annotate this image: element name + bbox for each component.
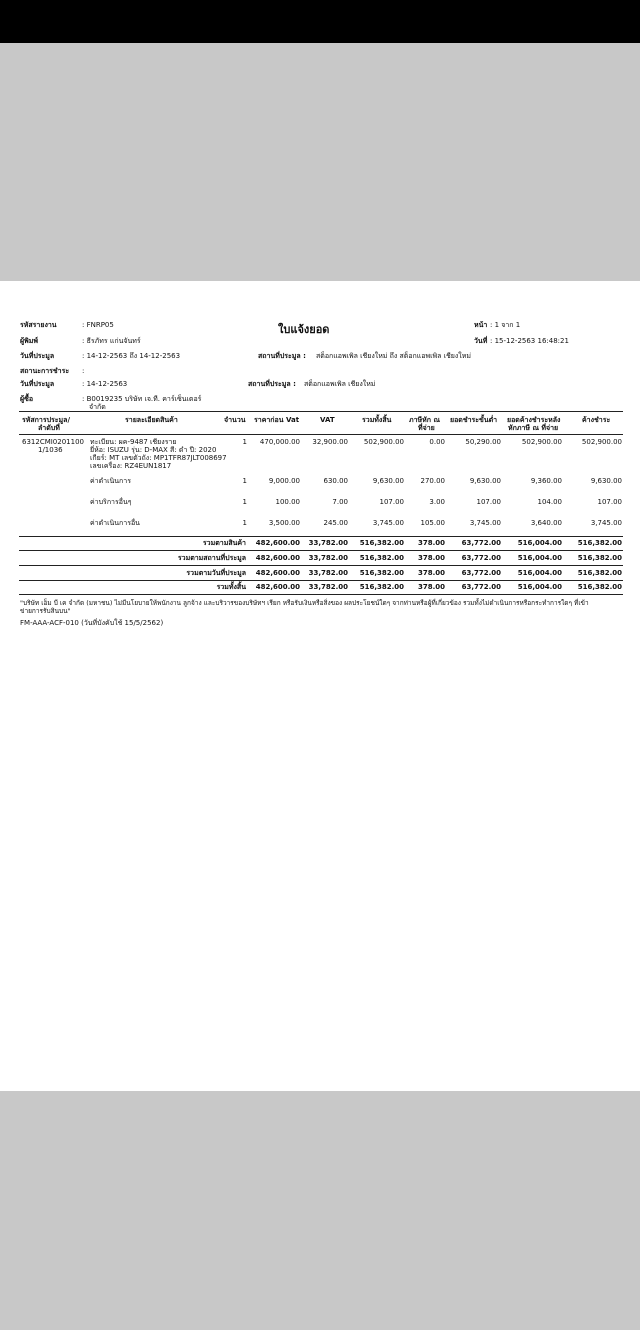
auction-date: : 14-12-2563 ถึง 14-12-2563 [82,352,181,360]
total-due-cell: 516,382.00 [577,539,622,547]
total-total-cell: 516,382.00 [359,554,404,562]
auction-date2-label: วันที่ประมูล [20,380,55,388]
row-min-cell: 107.00 [476,498,501,506]
row-after-cell: 3,640.00 [530,519,562,527]
total-vat-cell: 33,782.00 [308,539,348,547]
lot-number: 1/1036 [38,446,63,454]
totals-rule-4 [19,580,623,581]
totals-rule-3 [19,565,623,566]
row-due-cell: 107.00 [597,498,622,506]
total-after-cell: 516,004.00 [517,554,562,562]
totals-rule-2 [19,550,623,551]
date-label: วันที่ [474,337,488,345]
table-top-rule [19,411,623,412]
item-desc-4: เลขเครื่อง: RZ4EUN1817 [90,462,172,470]
row-after-cell: 9,360.00 [530,477,562,485]
buyer-label: ผู้ซื้อ [20,395,34,403]
col-qty-header: จำนวน [224,416,246,424]
col-after-header-2: หักภาษี ณ ที่จ่าย [508,424,559,432]
printer: : ธีรภัทร แก่นจันทร์ [82,337,141,345]
row-due-cell: 9,630.00 [590,477,622,485]
total-vat-cell: 33,782.00 [308,583,348,591]
row-pre-cell: 3,500.00 [268,519,300,527]
total-due-cell: 516,382.00 [577,554,622,562]
total-due-cell: 516,382.00 [577,583,622,591]
col-code-header-1: รหัสการประมูล/ [22,416,70,424]
total-label: รวมทั้งสิ้น [216,583,246,591]
row-min-cell: 3,745.00 [469,519,501,527]
row-qty-cell: 1 [242,477,247,485]
total-min-cell: 63,772.00 [461,569,501,577]
total-total-cell: 516,382.00 [359,583,404,591]
row-pre-cell: 9,000.00 [268,477,300,485]
total-min-cell: 63,772.00 [461,583,501,591]
total-min-cell: 63,772.00 [461,554,501,562]
top-black-bar [0,0,640,43]
total-label: รวมตามสินค้า [202,539,246,547]
row-total-cell: 107.00 [379,498,404,506]
total-wht-cell: 378.00 [417,569,445,577]
row-vat-cell: 32,900.00 [312,438,348,446]
total-total-cell: 516,382.00 [359,539,404,547]
form-code: FM-AAA-ACF-010 (วันที่บังคับใช้ 15/5/2562) [20,619,164,627]
col-total-header: รวมทั้งสิ้น [362,416,392,424]
report-code-label: รหัสรายงาน [20,321,57,329]
total-label: รวมตามสถานที่ประมูล [177,554,246,562]
row-vat-cell: 245.00 [323,519,348,527]
total-pre-cell: 482,600.00 [255,583,300,591]
total-wht-cell: 378.00 [417,583,445,591]
total-after-cell: 516,004.00 [517,569,562,577]
row-wht-cell: 270.00 [420,477,445,485]
row-after-cell: 502,900.00 [521,438,562,446]
row-vat-cell: 630.00 [323,477,348,485]
row-qty-cell: 1 [242,438,247,446]
item-desc-3: เกียร์: MT เลขตัวถัง: MP1TFR87JLT008697 [90,454,227,462]
total-vat-cell: 33,782.00 [308,554,348,562]
total-pre-cell: 482,600.00 [255,539,300,547]
row-wht-cell: 3.00 [429,498,445,506]
row-pre-cell: 470,000.00 [259,438,300,446]
payment-status-label: สถานะการชำระ [20,367,70,375]
col-desc-header: รายละเอียดสินค้า [125,416,178,424]
totals-rule-5 [19,594,623,595]
row-total-cell: 3,745.00 [372,519,404,527]
row-wht-cell: 105.00 [420,519,445,527]
report-code: : FNRP05 [82,321,114,329]
row-desc: ค่าบริการอื่นๆ [90,498,132,506]
row-pre-cell: 100.00 [275,498,300,506]
document-title: ใบแจ้งยอด [278,323,330,336]
col-pre-vat-header: ราคาก่อน Vat [254,416,300,424]
disclaimer-line-1: "บริษัท เอ็ม บี เค จำกัด (มหาชน) ไม่มีนโยบายให้พนักงาน ลูกจ้าง และบริวารของบริษัทฯ เรียก หรือรับเงินหรือสิ่งของ ผลประโยชน์ใดๆ จากท่านหรือผู้ที่เกี่ยวข้อง รวมทั้งไม่ดำเนินการหรือกระทำการใดๆ ที่เข้า [20,599,589,607]
venue-label: สถานที่ประมูล : [258,352,306,360]
row-due-cell: 502,900.00 [581,438,622,446]
row-after-cell: 104.00 [537,498,562,506]
row-desc: ค่าดำเนินการอื่น [90,519,140,527]
col-due-header: ค้างชำระ [582,416,611,424]
row-wht-cell: 0.00 [429,438,445,446]
total-wht-cell: 378.00 [417,539,445,547]
printer-label: ผู้พิมพ์ [20,337,38,345]
auction-date-label: วันที่ประมูล [20,352,55,360]
buyer-line1: : B0019235 บริษัท เจ.ที. คาร์เซ็นเตอร์ [82,395,202,403]
total-total-cell: 516,382.00 [359,569,404,577]
venue2-label: สถานที่ประมูล : [248,380,296,388]
total-min-cell: 63,772.00 [461,539,501,547]
row-qty-cell: 1 [242,519,247,527]
total-vat-cell: 33,782.00 [308,569,348,577]
total-pre-cell: 482,600.00 [255,569,300,577]
payment-status: : [82,367,85,375]
row-min-cell: 9,630.00 [469,477,501,485]
row-total-cell: 502,900.00 [363,438,404,446]
total-pre-cell: 482,600.00 [255,554,300,562]
print-date: : 15-12-2563 16:48:21 [490,337,569,345]
buyer-line2: จำกัด [89,403,106,411]
col-after-header-1: ยอดค้างชำระหลัง [507,416,561,424]
col-vat-header: VAT [320,416,335,424]
viewer-background-top [0,43,640,281]
row-desc: ค่าดำเนินการ [90,477,131,485]
col-code-header-2: ลำดับที่ [38,424,60,432]
venue: สต็อกแอพเพิล เชียงใหม่ ถึง สต็อกแอพเพิล เชียงใหม่ [316,352,471,360]
total-wht-cell: 378.00 [417,554,445,562]
row-due-cell: 3,745.00 [590,519,622,527]
row-total-cell: 9,630.00 [372,477,404,485]
item-desc-1: ทะเบียน: ผค-9487 เชียงราย [90,438,177,446]
col-min-header: ยอดชำระขั้นต่ำ [450,416,498,424]
page-number: : 1 จาก 1 [490,321,521,329]
viewer-background-bottom [0,1091,640,1330]
table-header-rule [19,434,623,435]
total-label: รวมตามวันที่ประมูล [186,569,246,577]
auction-code: 6312CMI0201100 [22,438,84,446]
page-label: หน้า [474,321,488,329]
disclaimer-line-2: ข่ายการรับสินบน" [20,607,71,615]
total-due-cell: 516,382.00 [577,569,622,577]
totals-rule-1 [19,536,623,537]
total-after-cell: 516,004.00 [517,539,562,547]
auction-date2: : 14-12-2563 [82,380,128,388]
row-qty-cell: 1 [242,498,247,506]
row-min-cell: 50,290.00 [465,438,501,446]
item-desc-2: ยี่ห้อ: ISUZU รุ่น: D-MAX สี: ดำ ปี: 2020 [90,446,217,454]
col-wht-header-1: ภาษีหัก ณ [409,416,440,424]
total-after-cell: 516,004.00 [517,583,562,591]
row-vat-cell: 7.00 [332,498,348,506]
col-wht-header-2: ที่จ่าย [418,424,435,432]
venue2: สต็อกแอพเพิล เชียงใหม่ [304,380,376,388]
